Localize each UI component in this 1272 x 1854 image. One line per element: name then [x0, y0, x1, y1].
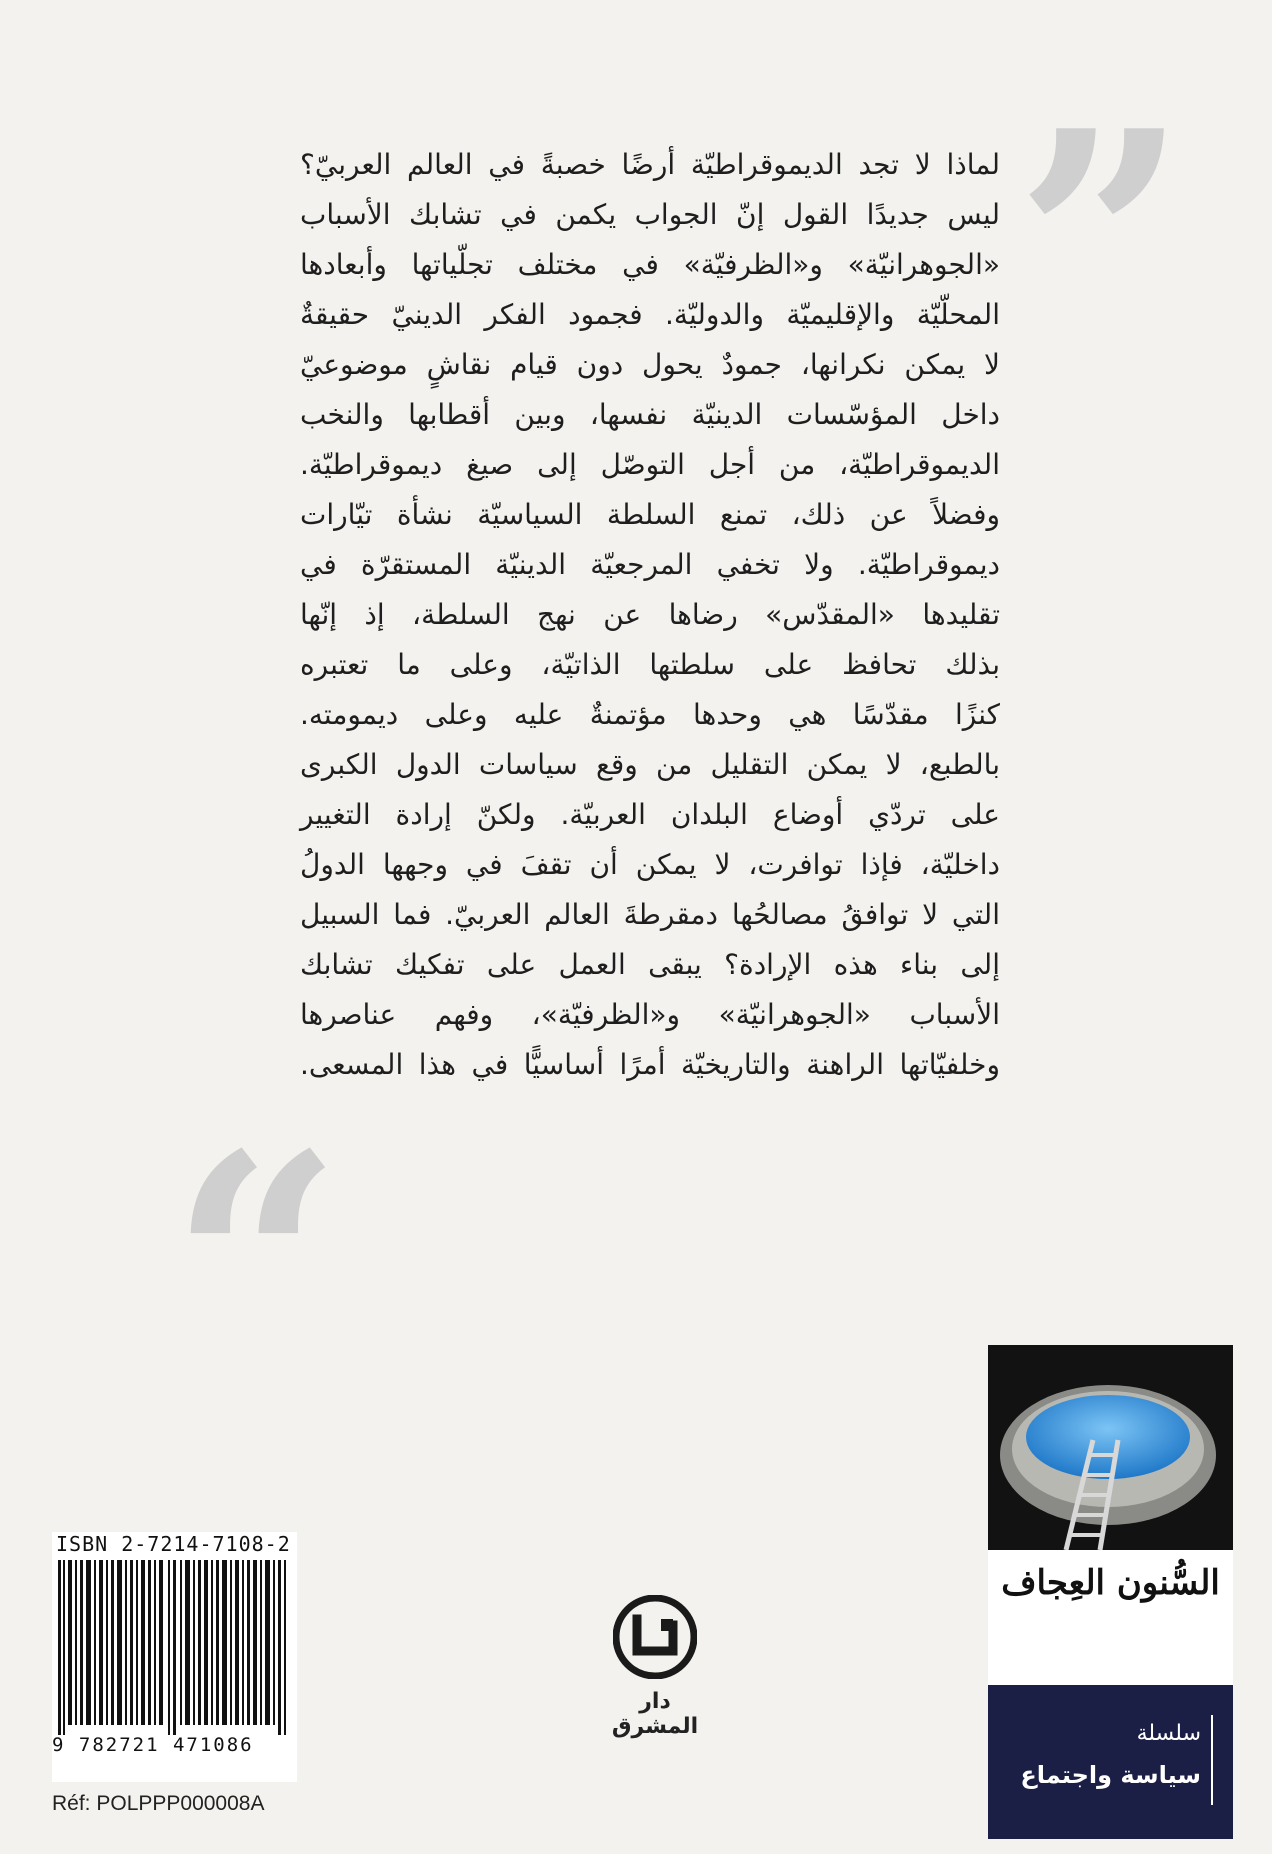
blurb-line: المحلّيّة والإقليميّة والدوليّة. فجمود الفكر الدينيّ حقيقةٌ	[300, 298, 1000, 331]
series-title: سياسة واجتماع	[1020, 1761, 1201, 1789]
barcode-block	[52, 1532, 297, 1782]
publisher	[600, 1595, 710, 1739]
series-divider	[1211, 1715, 1213, 1805]
blurb-line: إلى بناء هذه الإرادة؟ يبقى العمل على تفكيك تشابك	[300, 948, 1000, 981]
blurb-line: داخل المؤسّسات الدينيّة نفسها، وبين أقطابها والنخب	[300, 398, 1000, 431]
ladder-to-sky-photo	[988, 1345, 1233, 1550]
reference-code: Réf: POLPPP000008A	[52, 1792, 265, 1815]
series-card	[988, 1345, 1233, 1839]
blurb-line: لا يمكن نكرانها، جمودٌ يحول دون قيام نقاشٍ موضوعيّ	[300, 348, 1000, 381]
blurb-line: بالطبع، لا يمكن التقليل من وقع سياسات الدول الكبرى	[300, 748, 1000, 781]
back-cover-blurb	[300, 140, 1000, 1090]
blurb-line: كنزًا مقدّسًا هي وحدها مؤتمنةٌ عليه وعلى ديمومته.	[300, 698, 1000, 731]
blurb-line: التي لا توافقُ مصالحُها دمقرطةَ العالم العربيّ. فما السبيل	[300, 898, 1000, 931]
blurb-line: تقليدها «المقدّس» رضاها عن نهج السلطة، إذ إنّها	[300, 598, 1000, 631]
blurb-line: الديموقراطيّة، من أجل التوصّل إلى صيغ ديموقراطيّة.	[300, 448, 1000, 481]
blurb-line: الأسباب «الجوهرانيّة» و«الظرفيّة»، وفهم عناصرها	[300, 998, 1000, 1031]
opening-quote-mark: ”	[1015, 65, 1188, 418]
blurb-line: ديموقراطيّة. ولا تخفي المرجعيّة الدينيّة المستقرّة في	[300, 548, 1000, 581]
dar-el-machreq-logo	[613, 1595, 697, 1679]
series-label: سلسلة	[1136, 1721, 1201, 1746]
series-band	[988, 1685, 1233, 1839]
blurb-line: «الجوهرانيّة» و«الظرفيّة» في مختلف تجلّياتها وأبعادها	[300, 248, 1000, 281]
blurb-line: على تردّي أوضاع البلدان العربيّة. ولكنّ إرادة التغيير	[300, 798, 1000, 831]
isbn-text: ISBN 2-7214-7108-2	[56, 1532, 291, 1556]
blurb-line: بذلك تحافظ على سلطتها الذاتيّة، وعلى ما تعتبره	[300, 648, 1000, 681]
blurb-line: ليس جديدًا القول إنّ الجواب يكمن في تشابك الأسباب	[300, 198, 1000, 231]
barcode-number: 9 782721 471086	[52, 1734, 254, 1756]
publisher-name: دار المشرق	[611, 1689, 699, 1739]
blurb-line: داخليّة، فإذا توافرت، لا يمكن أن تقفَ في وجهها الدولُ	[300, 848, 1000, 881]
barcode	[52, 1560, 297, 1735]
blurb-line: وفضلاً عن ذلك، تمنع السلطة السياسيّة نشأة تيّارات	[300, 498, 1000, 531]
series-name: السُّنون العِجاف	[1001, 1563, 1220, 1603]
blurb-line: لماذا لا تجد الديموقراطيّة أرضًا خصبةً في العالم العربيّ؟	[300, 148, 1000, 181]
blurb-line: وخلفيّاتها الراهنة والتاريخيّة أمرًا أساسيًّا في هذا المسعى.	[300, 1048, 1000, 1081]
closing-quote-mark: “	[170, 1088, 343, 1441]
